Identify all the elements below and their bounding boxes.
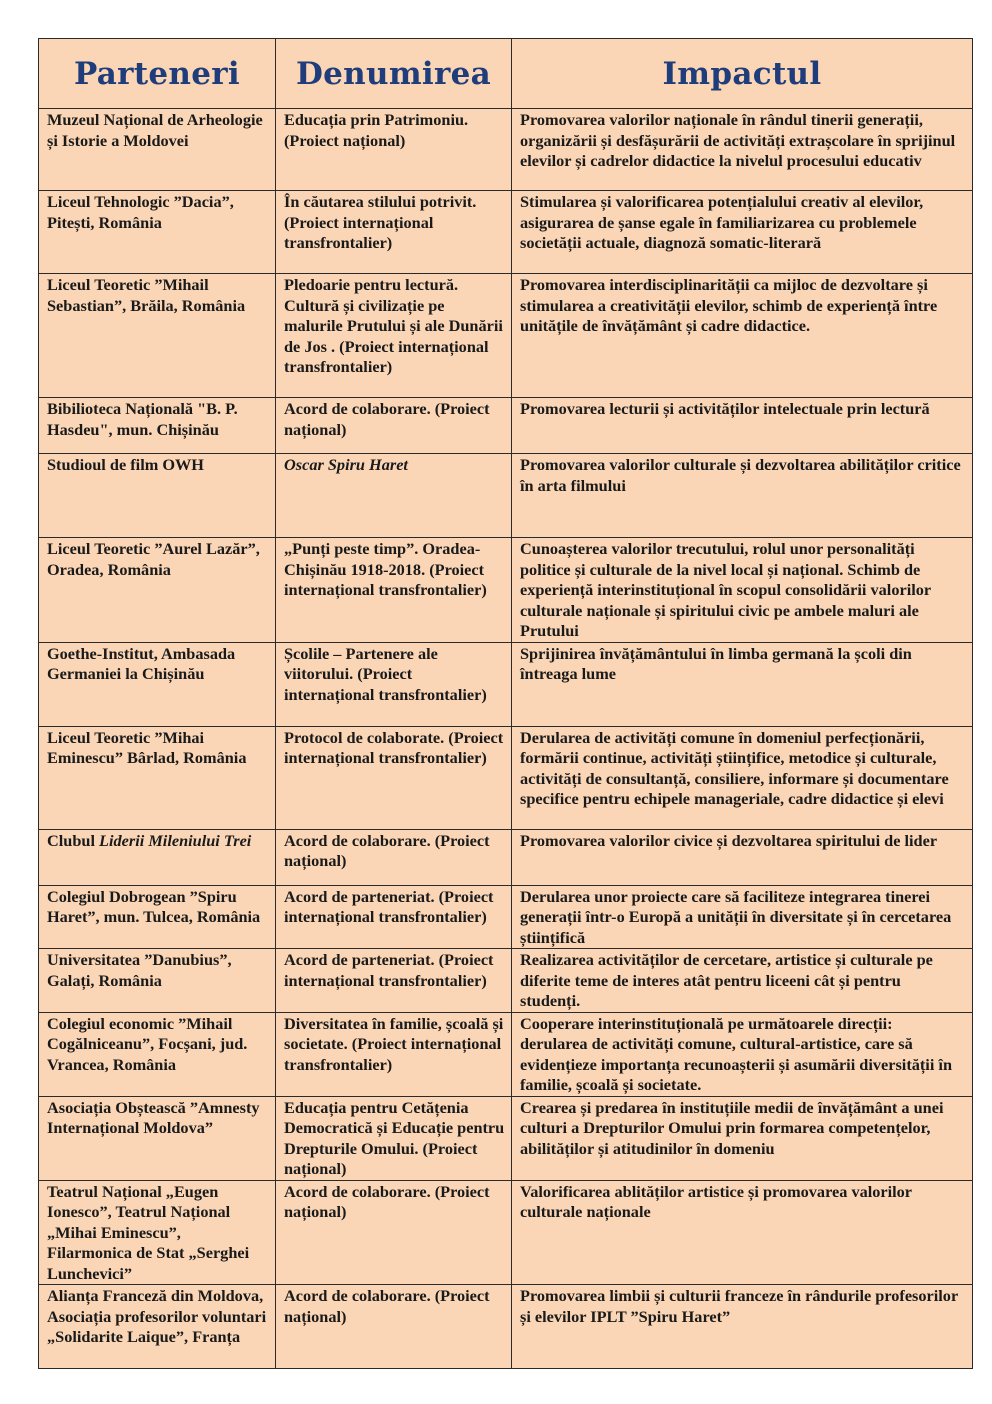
impact-cell: Promovarea interdisciplinarității ca mijloc de dezvoltare și stimularea a creativității elevilor, schimb de experiență între unitățile de învățământ și cadre didactice. xyxy=(512,274,973,398)
project-name-cell: Protocol de colaborate. (Proiect internațional transfrontalier) xyxy=(276,726,512,829)
impact-cell: Promovarea limbii și culturii franceze în rândurile profesorilor și elevilor IPLT ”Spiru Haret” xyxy=(512,1285,973,1369)
project-name-cell: În căutarea stilului potrivit. (Proiect internațional transfrontalier) xyxy=(276,191,512,274)
partners-table xyxy=(38,38,973,1369)
table-row xyxy=(39,1012,973,1096)
impact-cell: Realizarea activităților de cercetare, artistice și culturale pe diferite teme de interes atât pentru liceeni cât și pentru studenți. xyxy=(512,949,973,1013)
project-name-cell: Diversitatea în familie, școală și societate. (Proiect internațional transfrontalier) xyxy=(276,1012,512,1096)
impact-cell: Promovarea valorilor culturale și dezvoltarea abilităților critice în arta filmului xyxy=(512,454,973,538)
project-name-cell: Educația pentru Cetățenia Democratică și Educație pentru Drepturile Omului. (Proiect național) xyxy=(276,1096,512,1180)
partner-cell: Bibilioteca Națională "B. P. Hasdeu", mun. Chișinău xyxy=(39,398,276,454)
impact-cell: Promovarea lecturii și activităților intelectuale prin lectură xyxy=(512,398,973,454)
partner-cell: Colegiul economic ”Mihail Cogălniceanu”, Focșani, jud. Vrancea, România xyxy=(39,1012,276,1096)
partner-cell: Liceul Tehnologic ”Dacia”, Pitești, România xyxy=(39,191,276,274)
table-row xyxy=(39,1096,973,1180)
project-name-cell: Oscar Spiru Haret xyxy=(276,454,512,538)
table-row xyxy=(39,885,973,949)
table-row xyxy=(39,398,973,454)
table-row xyxy=(39,949,973,1013)
partner-cell: Goethe-Institut, Ambasada Germaniei la Chișinău xyxy=(39,642,276,726)
project-name-cell: Educația prin Patrimoniu. (Proiect național) xyxy=(276,109,512,191)
table-row xyxy=(39,454,973,538)
partner-cell: Studioul de film OWH xyxy=(39,454,276,538)
partner-cell: Muzeul Național de Arheologie și Istorie a Moldovei xyxy=(39,109,276,191)
partner-cell: Liceul Teoretic ”Mihai Eminescu” Bârlad, România xyxy=(39,726,276,829)
table-row xyxy=(39,538,973,643)
impact-cell: Sprijinirea învățământului în limba germană la școli din întreaga lume xyxy=(512,642,973,726)
table-row xyxy=(39,274,973,398)
table-row xyxy=(39,1180,973,1285)
project-name-cell: „Punți peste timp”. Oradea-Chișinău 1918-2018. (Proiect internațional transfrontalier) xyxy=(276,538,512,643)
partner-cell: Universitatea ”Danubius”, Galați, România xyxy=(39,949,276,1013)
project-name-cell: Acord de parteneriat. (Proiect internațional transfrontalier) xyxy=(276,885,512,949)
table-row xyxy=(39,829,973,885)
impact-cell: Cooperare interinstituțională pe următoarele direcții: derularea de activități comune, cultural-artistice, care să evidențieze importanța recunoașterii și asumării diversității în familie, școală și societate. xyxy=(512,1012,973,1096)
impact-cell: Stimularea și valorificarea potențialului creativ al elevilor, asigurarea de șanse egale în familiarizarea cu problemele societății actuale, diagnoză somatic-literară xyxy=(512,191,973,274)
impact-cell: Derularea de activități comune în domeniul perfecționării, formării continue, activități științifice, metodice și culturale, activități de consultanță, consiliere, informare și documentare specifice pentru echipele manageriale, cadre didactice și elevi xyxy=(512,726,973,829)
partners-document xyxy=(38,38,972,1369)
table-row xyxy=(39,191,973,274)
partner-cell: Colegiul Dobrogean ”Spiru Haret”, mun. Tulcea, România xyxy=(39,885,276,949)
table-row xyxy=(39,726,973,829)
partner-cell xyxy=(39,829,276,885)
header-impactul: Impactul xyxy=(512,39,973,109)
project-name-cell: Acord de colaborare. (Proiect național) xyxy=(276,398,512,454)
partner-prefix: Clubul xyxy=(47,830,100,850)
impact-cell: Promovarea valorilor naționale în rândul tinerii generații, organizării și desfășurării de activități extrașcolare în sprijinul elevilor și cadrelor didactice la nivelul procesului educativ xyxy=(512,109,973,191)
impact-cell: Promovarea valorilor civice și dezvoltarea spiritului de lider xyxy=(512,829,973,885)
impact-cell: Valorificarea ablităților artistice și promovarea valorilor culturale naționale xyxy=(512,1180,973,1285)
partner-cell: Liceul Teoretic ”Aurel Lazăr”, Oradea, România xyxy=(39,538,276,643)
partner-cell: Teatrul Național „Eugen Ionesco”, Teatrul Național „Mihai Eminescu”, Filarmonica de Stat „Serghei Lunchevici” xyxy=(39,1180,276,1285)
partner-italic-name: Liderii Mileniului Trei xyxy=(99,830,252,850)
project-name-cell: Școlile – Partenere ale viitorului. (Proiect internațional transfrontalier) xyxy=(276,642,512,726)
impact-cell: Derularea unor proiecte care să faciliteze integrarea tinerei generații într-o Europă a unității în diversitate și în cercetarea științifică xyxy=(512,885,973,949)
project-name-cell: Acord de colaborare. (Proiect național) xyxy=(276,829,512,885)
header-parteneri: Parteneri xyxy=(39,39,276,109)
partner-cell: Alianța Franceză din Moldova, Asociația profesorilor voluntari „Solidarite Laique”, Franța xyxy=(39,1285,276,1369)
header-denumirea: Denumirea xyxy=(276,39,512,109)
table-row xyxy=(39,109,973,191)
project-name-cell: Acord de parteneriat. (Proiect internațional transfrontalier) xyxy=(276,949,512,1013)
project-name-cell: Acord de colaborare. (Proiect național) xyxy=(276,1180,512,1285)
table-row xyxy=(39,1285,973,1369)
partner-cell: Asociația Obștească ”Amnesty Internațional Moldova” xyxy=(39,1096,276,1180)
table-header-row xyxy=(39,39,973,109)
table-row xyxy=(39,642,973,726)
project-name-cell: Acord de colaborare. (Proiect național) xyxy=(276,1285,512,1369)
partner-cell: Liceul Teoretic ”Mihail Sebastian”, Brăila, România xyxy=(39,274,276,398)
impact-cell: Crearea și predarea în instituțiile medii de învățământ a unei culturi a Drepturilor Omului prin formarea competențelor, abilităților și atitudinilor în domeniu xyxy=(512,1096,973,1180)
project-name-cell: Pledoarie pentru lectură. Cultură și civilizație pe malurile Prutului și ale Dunării de Jos . (Proiect internațional transfrontalier) xyxy=(276,274,512,398)
impact-cell: Cunoașterea valorilor trecutului, rolul unor personalități politice și culturale de la nivel local și național. Schimb de experiență interinstituțional în scopul consolidării valorilor culturale naționale și spiritului civic pe ambele maluri ale Prutului xyxy=(512,538,973,643)
